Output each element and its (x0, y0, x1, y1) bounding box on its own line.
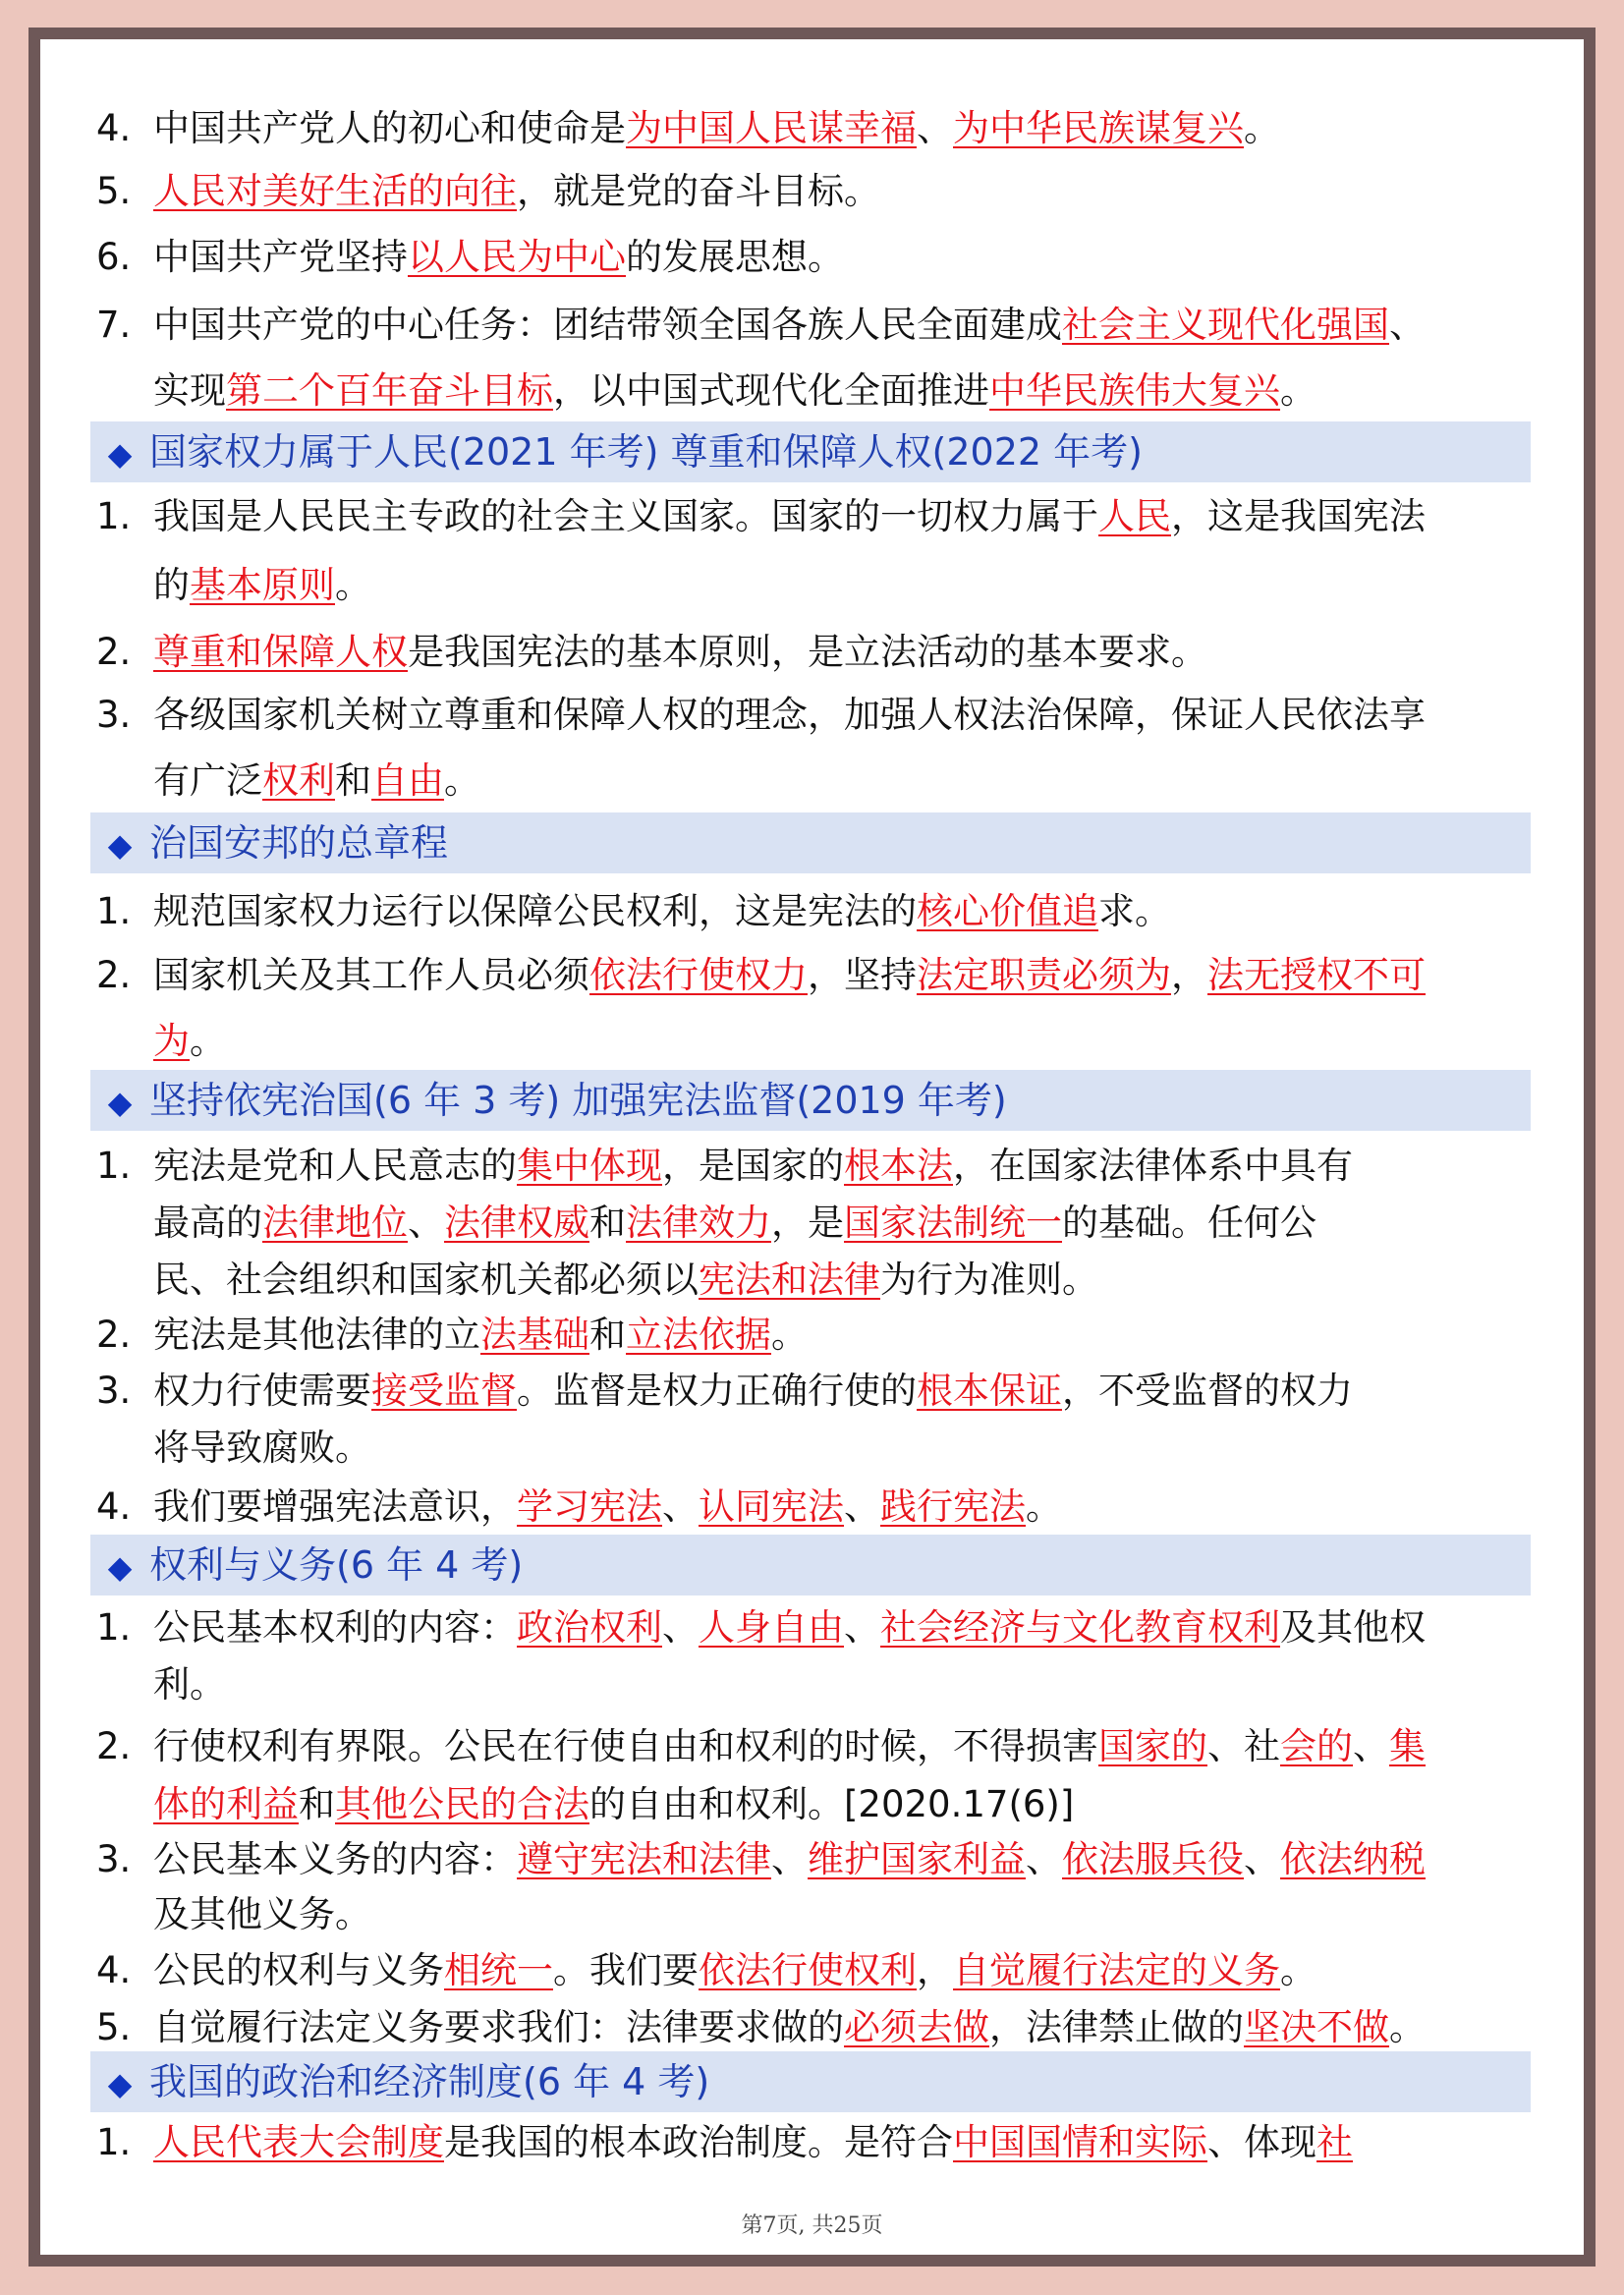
item-number: 2. (96, 954, 132, 996)
key-point: 法律权威 (444, 1202, 589, 1244)
body-text: 、 (771, 1838, 808, 1880)
body-text: ，这是我国宪法 (1171, 495, 1426, 537)
body-text: 、 (844, 1606, 880, 1649)
key-point: 政治权利 (517, 1606, 662, 1649)
key-point: 必须去做 (844, 2006, 989, 2048)
body-text: ，坚持 (808, 954, 917, 996)
list-item (96, 690, 1426, 741)
list-item (96, 1834, 1426, 1885)
key-point: 依法纳税 (1280, 1838, 1426, 1880)
body-text: 有广泛 (153, 759, 262, 802)
body-text: 民、社会组织和国家机关都必须以 (153, 1259, 699, 1301)
body-text: 。 (1280, 1949, 1316, 1991)
key-point: 以人民为中心 (408, 236, 626, 278)
list-item-continuation (153, 1779, 1074, 1830)
body-text: 我国是人民民主专政的社会主义国家。国家的一切权力属于 (153, 495, 1098, 537)
item-number: 4. (96, 1485, 132, 1528)
list-item (96, 232, 844, 283)
list-item-continuation (153, 365, 1316, 417)
body-text: ， (1171, 954, 1207, 996)
item-number: 1. (96, 890, 132, 932)
list-item (96, 886, 1171, 937)
body-text: 公民基本权利的内容： (153, 1606, 517, 1649)
body-text: 。监督是权力正确行使的 (517, 1370, 917, 1412)
key-point: 相统一 (444, 1949, 553, 1991)
body-text: 和 (589, 1314, 626, 1356)
list-item (96, 166, 880, 217)
body-text: 和 (335, 759, 371, 802)
key-point: 法基础 (480, 1314, 589, 1356)
key-point: 社 (1316, 2121, 1353, 2163)
key-point: 法律地位 (262, 1202, 408, 1244)
body-text: 、社 (1207, 1725, 1280, 1767)
body-text: 、 (1026, 1838, 1062, 1880)
list-item (96, 2117, 1353, 2168)
section-header (90, 1535, 1531, 1595)
item-number: 5. (96, 170, 132, 212)
body-text: 规范国家权力运行以保障公民权利，这是宪法的 (153, 890, 917, 932)
key-point: 法定职责必须为 (917, 954, 1171, 996)
key-point: 根本保证 (917, 1370, 1062, 1412)
body-text: ，就是党的奋斗目标。 (517, 170, 880, 212)
list-item (96, 950, 1426, 1001)
body-text: 我们要增强宪法意识， (153, 1485, 517, 1528)
body-text: 及其他义务。 (153, 1893, 371, 1935)
list-item (96, 491, 1426, 542)
list-item (96, 1141, 1353, 1192)
item-number: 3. (96, 694, 132, 736)
list-item-continuation (153, 1198, 1316, 1249)
key-point: 社会主义现代化强国 (1062, 304, 1389, 346)
body-text: 求。 (1098, 890, 1171, 932)
body-text: 宪法是其他法律的立 (153, 1314, 480, 1356)
body-text: ，法律禁止做的 (989, 2006, 1244, 2048)
key-point: 集 (1389, 1725, 1426, 1767)
body-text: ，在国家法律体系中具有 (953, 1145, 1353, 1187)
key-point: 为中国人民谋幸福 (626, 107, 917, 149)
body-text: 实现 (153, 369, 226, 412)
key-point: 国家法制统一 (844, 1202, 1062, 1244)
item-number: 1. (96, 2121, 132, 2163)
key-point: 第二个百年奋斗目标 (226, 369, 553, 412)
key-point: 践行宪法 (880, 1485, 1026, 1528)
item-number: 2. (96, 1725, 132, 1767)
list-item-continuation (153, 1016, 226, 1067)
body-text: 将导致腐败。 (153, 1427, 371, 1469)
body-text: 。 (444, 759, 480, 802)
body-text: 中国共产党的中心任务：团结带领全国各族人民全面建成 (153, 304, 1062, 346)
key-point: 自觉履行法定的义务 (953, 1949, 1280, 1991)
body-text: 权力行使需要 (153, 1370, 371, 1412)
section-header (90, 421, 1531, 482)
body-text: 的基础。任何公 (1062, 1202, 1316, 1244)
key-point: 立法依据 (626, 1314, 771, 1356)
item-number: 7. (96, 304, 132, 346)
list-item (96, 1482, 1062, 1533)
section-title: 坚持依宪治国(6 年 3 考) 加强宪法监督(2019 年考) (149, 1079, 1007, 1122)
key-point: 为 (153, 1020, 190, 1062)
key-point: 人身自由 (699, 1606, 844, 1649)
section-title: 我国的政治和经济制度(6 年 4 考) (149, 2060, 710, 2103)
body-text: 、 (662, 1606, 699, 1649)
body-text: 公民的权利与义务 (153, 1949, 444, 1991)
body-text: 、体现 (1207, 2121, 1316, 2163)
key-point: 法律效力 (626, 1202, 771, 1244)
list-item (96, 1721, 1426, 1772)
key-point: 依法行使权力 (589, 954, 808, 996)
key-point: 国家的 (1098, 1725, 1207, 1767)
list-item (96, 103, 1280, 154)
body-text: 宪法是党和人民意志的 (153, 1145, 517, 1187)
body-text: 公民基本义务的内容： (153, 1838, 517, 1880)
item-number: 1. (96, 1145, 132, 1187)
key-point: 为中华民族谋复兴 (953, 107, 1244, 149)
key-point: 维护国家利益 (808, 1838, 1026, 1880)
key-point: 认同宪法 (699, 1485, 844, 1528)
body-text: 为行为准则。 (880, 1259, 1098, 1301)
body-text: 。 (335, 564, 371, 606)
body-text: ，是国家的 (662, 1145, 844, 1187)
key-point: 基本原则 (190, 564, 335, 606)
key-point: 人民 (1098, 495, 1171, 537)
list-item (96, 627, 1207, 678)
list-item-continuation (153, 1659, 226, 1710)
diamond-bullet-icon: ◆ (107, 1084, 133, 1121)
body-text: 是我国宪法的基本原则，是立法活动的基本要求。 (408, 631, 1207, 673)
body-text: 及其他权 (1280, 1606, 1426, 1649)
body-text: 是我国的根本政治制度。是符合 (444, 2121, 953, 2163)
page-footer: 第7页, 共25页 (741, 2213, 883, 2238)
item-number: 4. (96, 107, 132, 149)
body-text: 利。 (153, 1663, 226, 1706)
body-text: 、 (408, 1202, 444, 1244)
item-number: 1. (96, 1606, 132, 1649)
body-text: 、 (1244, 1838, 1280, 1880)
body-text: 和 (299, 1783, 335, 1825)
body-text: 。 (1026, 1485, 1062, 1528)
key-point: 依法行使权利 (699, 1949, 917, 1991)
body-text: 。 (1244, 107, 1280, 149)
key-point: 自由 (371, 759, 444, 802)
list-item-continuation (153, 1423, 371, 1474)
body-text: 、 (662, 1485, 699, 1528)
diamond-bullet-icon: ◆ (107, 435, 133, 473)
key-point: 宪法和法律 (699, 1259, 880, 1301)
body-text: 。 (771, 1314, 808, 1356)
key-point: 依法服兵役 (1062, 1838, 1244, 1880)
body-text: 、 (1353, 1725, 1389, 1767)
body-text: 、 (844, 1485, 880, 1528)
body-text: 各级国家机关树立尊重和保障人权的理念，加强人权法治保障，保证人民依法享 (153, 694, 1426, 736)
body-text: 行使权利有界限。公民在行使自由和权利的时候，不得损害 (153, 1725, 1098, 1767)
section-title: 权利与义务(6 年 4 考) (149, 1543, 524, 1587)
body-text: 、 (917, 107, 953, 149)
item-number: 4. (96, 1949, 132, 1991)
key-point: 法无授权不可 (1207, 954, 1426, 996)
key-point: 根本法 (844, 1145, 953, 1187)
key-point: 人民对美好生活的向往 (153, 170, 517, 212)
body-text: 和 (589, 1202, 626, 1244)
body-text: ，以中国式现代化全面推进 (553, 369, 989, 412)
section-title: 治国安邦的总章程 (149, 821, 449, 865)
key-point: 其他公民的合法 (335, 1783, 589, 1825)
diamond-bullet-icon: ◆ (107, 2065, 133, 2102)
section-header (90, 1070, 1531, 1131)
body-text: ， (917, 1949, 953, 1991)
body-text: 中国共产党坚持 (153, 236, 408, 278)
key-point: 体的利益 (153, 1783, 299, 1825)
body-text: 的发展思想。 (626, 236, 844, 278)
list-item (96, 1602, 1426, 1653)
body-text: 。 (1389, 2006, 1426, 2048)
diamond-bullet-icon: ◆ (107, 1548, 133, 1586)
section-header (90, 812, 1531, 873)
list-item (96, 1366, 1353, 1417)
key-point: 权利 (262, 759, 335, 802)
key-point: 学习宪法 (517, 1485, 662, 1528)
list-item-continuation (153, 1255, 1098, 1306)
item-number: 5. (96, 2006, 132, 2048)
key-point: 中华民族伟大复兴 (989, 369, 1280, 412)
item-number: 2. (96, 1314, 132, 1356)
key-point: 集中体现 (517, 1145, 662, 1187)
key-point: 尊重和保障人权 (153, 631, 408, 673)
body-text: 、 (1389, 304, 1426, 346)
key-point: 人民代表大会制度 (153, 2121, 444, 2163)
list-item-continuation (153, 560, 371, 611)
list-item-continuation (153, 756, 480, 807)
item-number: 3. (96, 1838, 132, 1880)
key-point: 会的 (1280, 1725, 1353, 1767)
body-text: 。我们要 (553, 1949, 699, 1991)
key-point: 中国国情和实际 (953, 2121, 1207, 2163)
list-item (96, 1310, 808, 1361)
key-point: 遵守宪法和法律 (517, 1838, 771, 1880)
item-number: 1. (96, 495, 132, 537)
diamond-bullet-icon: ◆ (107, 826, 133, 864)
list-item-continuation (153, 1889, 371, 1940)
key-point: 社会经济与文化教育权利 (880, 1606, 1280, 1649)
body-text: 中国共产党人的初心和使命是 (153, 107, 626, 149)
section-header (90, 2051, 1531, 2112)
key-point: 核心价值追 (917, 890, 1098, 932)
body-text: 最高的 (153, 1202, 262, 1244)
key-point: 接受监督 (371, 1370, 517, 1412)
body-text: 自觉履行法定义务要求我们：法律要求做的 (153, 2006, 844, 2048)
list-item (96, 2002, 1426, 2053)
body-text: ，是 (771, 1202, 844, 1244)
body-text: ，不受监督的权力 (1062, 1370, 1353, 1412)
section-title: 国家权力属于人民(2021 年考) 尊重和保障人权(2022 年考) (149, 430, 1143, 474)
body-text: 。 (190, 1020, 226, 1062)
body-text: 的自由和权利。[2020.17(6)] (589, 1783, 1075, 1825)
body-text: 国家机关及其工作人员必须 (153, 954, 589, 996)
body-text: 的 (153, 564, 190, 606)
list-item (96, 1945, 1316, 1996)
item-number: 3. (96, 1370, 132, 1412)
body-text: 。 (1280, 369, 1316, 412)
key-point: 坚决不做 (1244, 2006, 1389, 2048)
item-number: 6. (96, 236, 132, 278)
item-number: 2. (96, 631, 132, 673)
list-item (96, 300, 1426, 351)
